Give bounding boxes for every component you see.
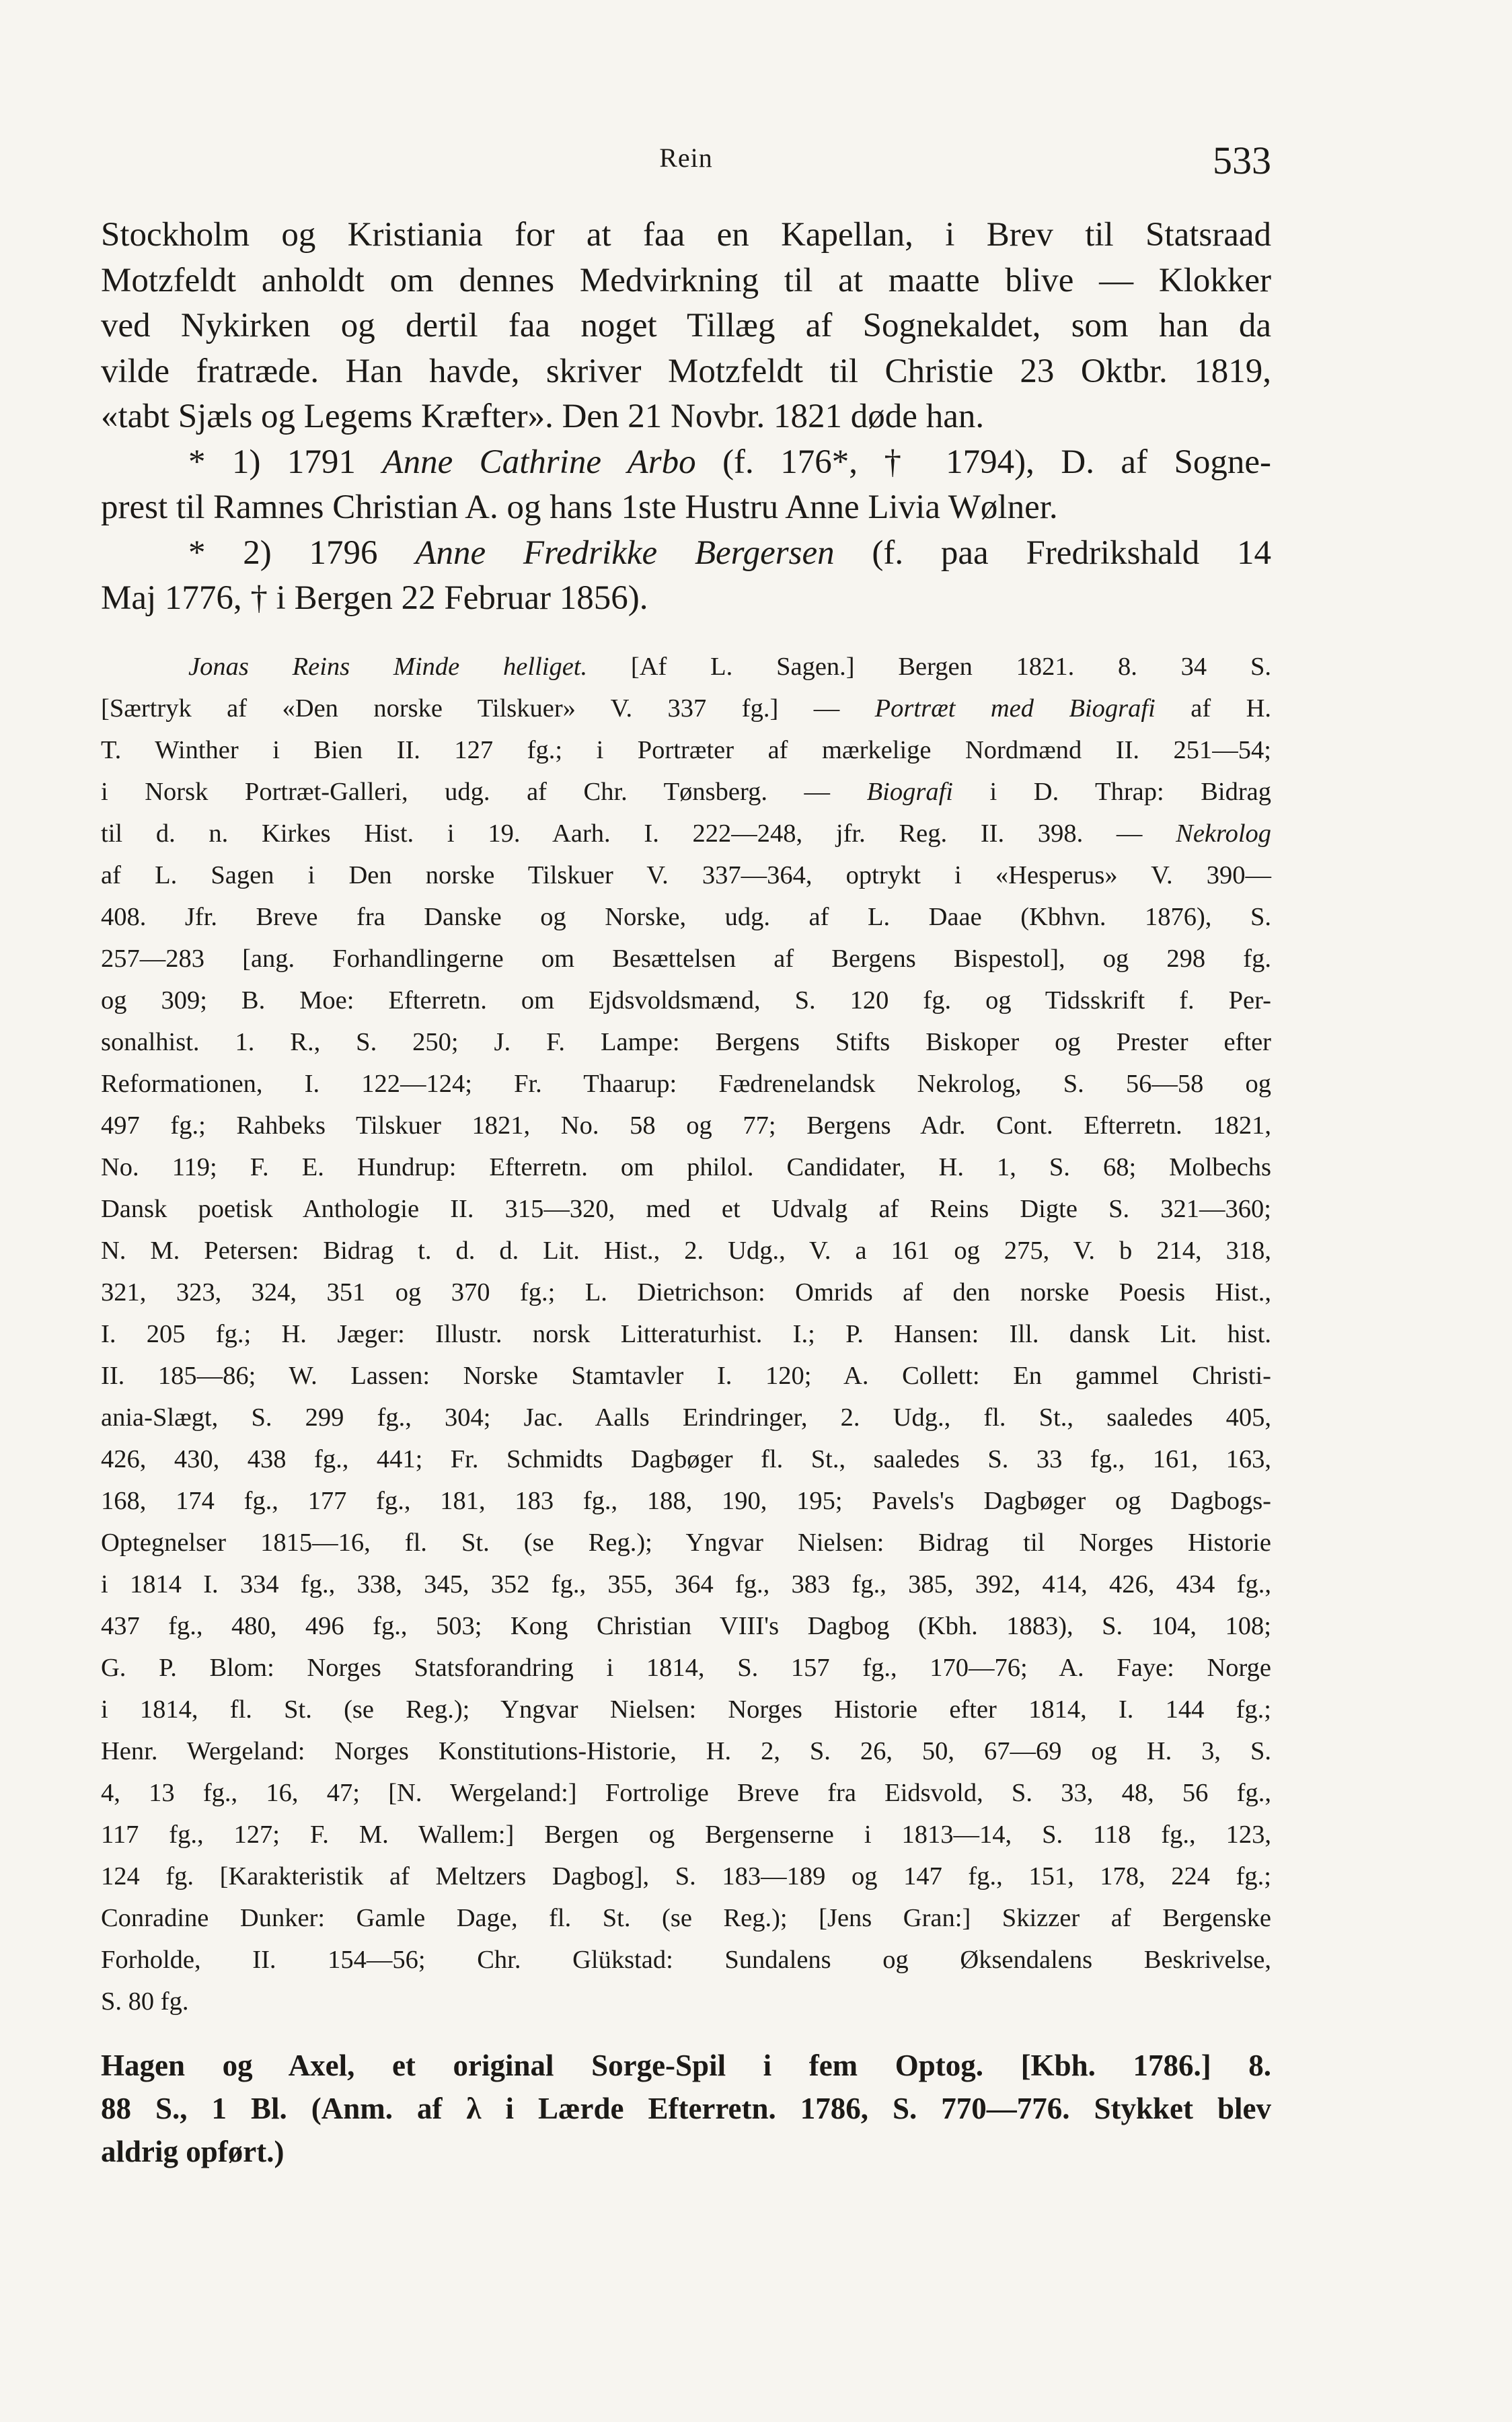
bib-line: Forholde, II. 154—56; Chr. Glükstad: Sundalens og Øksendalens Beskrivelse, <box>101 1946 1271 1974</box>
spouse-2-name: Anne Fredrikke Bergersen <box>415 534 835 572</box>
bib-line: 408. Jfr. Breve fra Danske og Norske, udg. af L. Daae (Kbhvn. 1876), S. <box>101 903 1271 931</box>
bib-line: til d. n. Kirkes Hist. i 19. Aarh. I. 222—248, jfr. Reg. II. 398. — Nekrolog <box>101 819 1272 848</box>
bib-line: i Norsk Portræt-Galleri, udg. af Chr. Tønsberg. — Biografi i D. Thrap: Bidrag <box>101 778 1272 806</box>
bib-line: G. P. Blom: Norges Statsforandring i 1814, S. 157 fg., 170—76; A. Faye: Norge <box>101 1654 1271 1682</box>
bib-line: N. M. Petersen: Bidrag t. d. d. Lit. Hist., 2. Udg., V. a 161 og 275, V. b 214, 318, <box>101 1237 1271 1265</box>
bib-line: 426, 430, 438 fg., 441; Fr. Schmidts Dagbøger fl. St., saaledes S. 33 fg., 161, 163, <box>101 1445 1271 1473</box>
fraktur-line: aldrig opført.) <box>101 2135 285 2168</box>
bib-line: 117 fg., 127; F. M. Wallem:] Bergen og Bergenserne i 1813—14, S. 118 fg., 123, <box>101 1821 1271 1849</box>
marriage-2-details: (f. paa Fredrikshald 14 <box>872 534 1272 572</box>
body-line: Stockholm og Kristiania for at faa en Kapellan, i Brev til Statsraad <box>101 216 1271 254</box>
bib-line: II. 185—86; W. Lassen: Norske Stamtavler I. 120; A. Collett: En gammel Christi- <box>101 1362 1271 1390</box>
bibliography <box>101 646 1271 2022</box>
bib-line: No. 119; F. E. Hundrup: Efterretn. om philol. Candidater, H. 1, S. 68; Molbechs <box>101 1153 1271 1181</box>
bib-line: 321, 323, 324, 351 og 370 fg.; L. Dietrichson: Omrids af den norske Poesis Hist., <box>101 1278 1271 1307</box>
page-header <box>101 138 1271 198</box>
marriage-1-line <box>101 440 1271 486</box>
bib-line: i 1814 I. 334 fg., 338, 345, 352 fg., 355, 364 fg., 383 fg., 385, 392, 414, 426, 434 fg., <box>101 1570 1271 1599</box>
marriage-1-details: (f. 176*, † 1794), D. af Sogne- <box>722 443 1272 481</box>
bib-line: Dansk poetisk Anthologie II. 315—320, med et Udvalg af Reins Digte S. 321—360; <box>101 1195 1271 1223</box>
bib-line: T. Winther i Bien II. 127 fg.; i Portræter af mærkelige Nordmænd II. 251—54; <box>101 736 1271 764</box>
bib-line: Jonas Reins Minde helliget. [Af L. Sagen.] Bergen 1821. 8. 34 S. <box>188 653 1271 681</box>
bib-line: og 309; B. Moe: Efterretn. om Ejdsvoldsmænd, S. 120 fg. og Tidsskrift f. Per- <box>101 986 1271 1015</box>
bib-line: 497 fg.; Rahbeks Tilskuer 1821, No. 58 og 77; Bergens Adr. Cont. Efterretn. 1821, <box>101 1111 1271 1140</box>
marriage-1-prefix: * 1) 1791 <box>188 443 356 481</box>
marriage-2-line <box>101 531 1271 577</box>
page-number: 533 <box>1213 139 1271 182</box>
body-line: Motzfeldt anholdt om dennes Medvirkning til at maatte blive — Klokker <box>101 261 1271 299</box>
bib-line: Reformationen, I. 122—124; Fr. Thaarup: Fædrenelandsk Nekrolog, S. 56—58 og <box>101 1070 1271 1098</box>
work-title: Jonas Reins Minde helliget. <box>188 653 588 681</box>
marriage-2-prefix: * 2) 1796 <box>188 534 378 572</box>
bib-line: 124 fg. [Karakteristik af Meltzers Dagbog], S. 183—189 og 147 fg., 151, 178, 224 fg.; <box>101 1862 1271 1891</box>
bib-line: sonalhist. 1. R., S. 250; J. F. Lampe: Bergens Stifts Biskoper og Prester efter <box>101 1028 1271 1056</box>
body-line: «tabt Sjæls og Legems Kræfter». Den 21 Novbr. 1821 døde han. <box>101 398 985 435</box>
bib-line: S. 80 fg. <box>101 1987 189 2016</box>
bib-line: 4, 13 fg., 16, 47; [N. Wergeland:] Fortrolige Breve fra Eidsvold, S. 33, 48, 56 fg., <box>101 1779 1271 1807</box>
spouse-1-name: Anne Cathrine Arbo <box>382 443 696 481</box>
fraktur-entry <box>101 2044 1271 2173</box>
body-text <box>101 213 1271 622</box>
body-line: ved Nykirken og dertil faa noget Tillæg af Sognekaldet, som han da <box>101 307 1271 344</box>
bib-line: i 1814, fl. St. (se Reg.); Yngvar Nielsen: Norges Historie efter 1814, I. 144 fg.; <box>101 1695 1271 1724</box>
fraktur-line: 88 S., 1 Bl. (Anm. af λ i Lærde Efterretn. 1786, S. 770—776. Stykket blev <box>101 2092 1271 2125</box>
bib-line: 257—283 [ang. Forhandlingerne om Besættelsen af Bergens Bispestol], og 298 fg. <box>101 945 1271 973</box>
body-line: Maj 1776, † i Bergen 22 Februar 1856). <box>101 579 648 617</box>
bib-line: Henr. Wergeland: Norges Konstitutions-Historie, H. 2, S. 26, 50, 67—69 og H. 3, S. <box>101 1737 1271 1765</box>
bib-line: Conradine Dunker: Gamle Dage, fl. St. (se Reg.); [Jens Gran:] Skizzer af Bergenske <box>101 1904 1271 1932</box>
bib-line: 168, 174 fg., 177 fg., 181, 183 fg., 188, 190, 195; Pavels's Dagbøger og Dagbogs- <box>101 1487 1271 1515</box>
bib-line: 437 fg., 480, 496 fg., 503; Kong Christian VIII's Dagbog (Kbh. 1883), S. 104, 108; <box>101 1612 1271 1640</box>
bib-line: ania-Slægt, S. 299 fg., 304; Jac. Aalls Erindringer, 2. Udg., fl. St., saaledes 405, <box>101 1403 1271 1432</box>
fraktur-line: Hagen og Axel, et original Sorge-Spil i fem Optog. [Kbh. 1786.] 8. <box>101 2049 1271 2082</box>
body-line: prest til Ramnes Christian A. og hans 1ste Hustru Anne Livia Wølner. <box>101 488 1058 526</box>
running-head: Rein <box>659 143 713 173</box>
bib-line: I. 205 fg.; H. Jæger: Illustr. norsk Litteraturhist. I.; P. Hansen: Ill. dansk Lit. hist. <box>101 1320 1271 1348</box>
bib-line: Optegnelser 1815—16, fl. St. (se Reg.); Yngvar Nielsen: Bidrag til Norges Historie <box>101 1529 1271 1557</box>
bib-line: [Særtryk af «Den norske Tilskuer» V. 337 fg.] — Portræt med Biografi af H. <box>101 694 1272 723</box>
body-line: vilde fratræde. Han havde, skriver Motzfeldt til Christie 23 Oktbr. 1819, <box>101 352 1271 390</box>
bib-line: af L. Sagen i Den norske Tilskuer V. 337—364, optrykt i «Hesperus» V. 390— <box>101 861 1271 889</box>
